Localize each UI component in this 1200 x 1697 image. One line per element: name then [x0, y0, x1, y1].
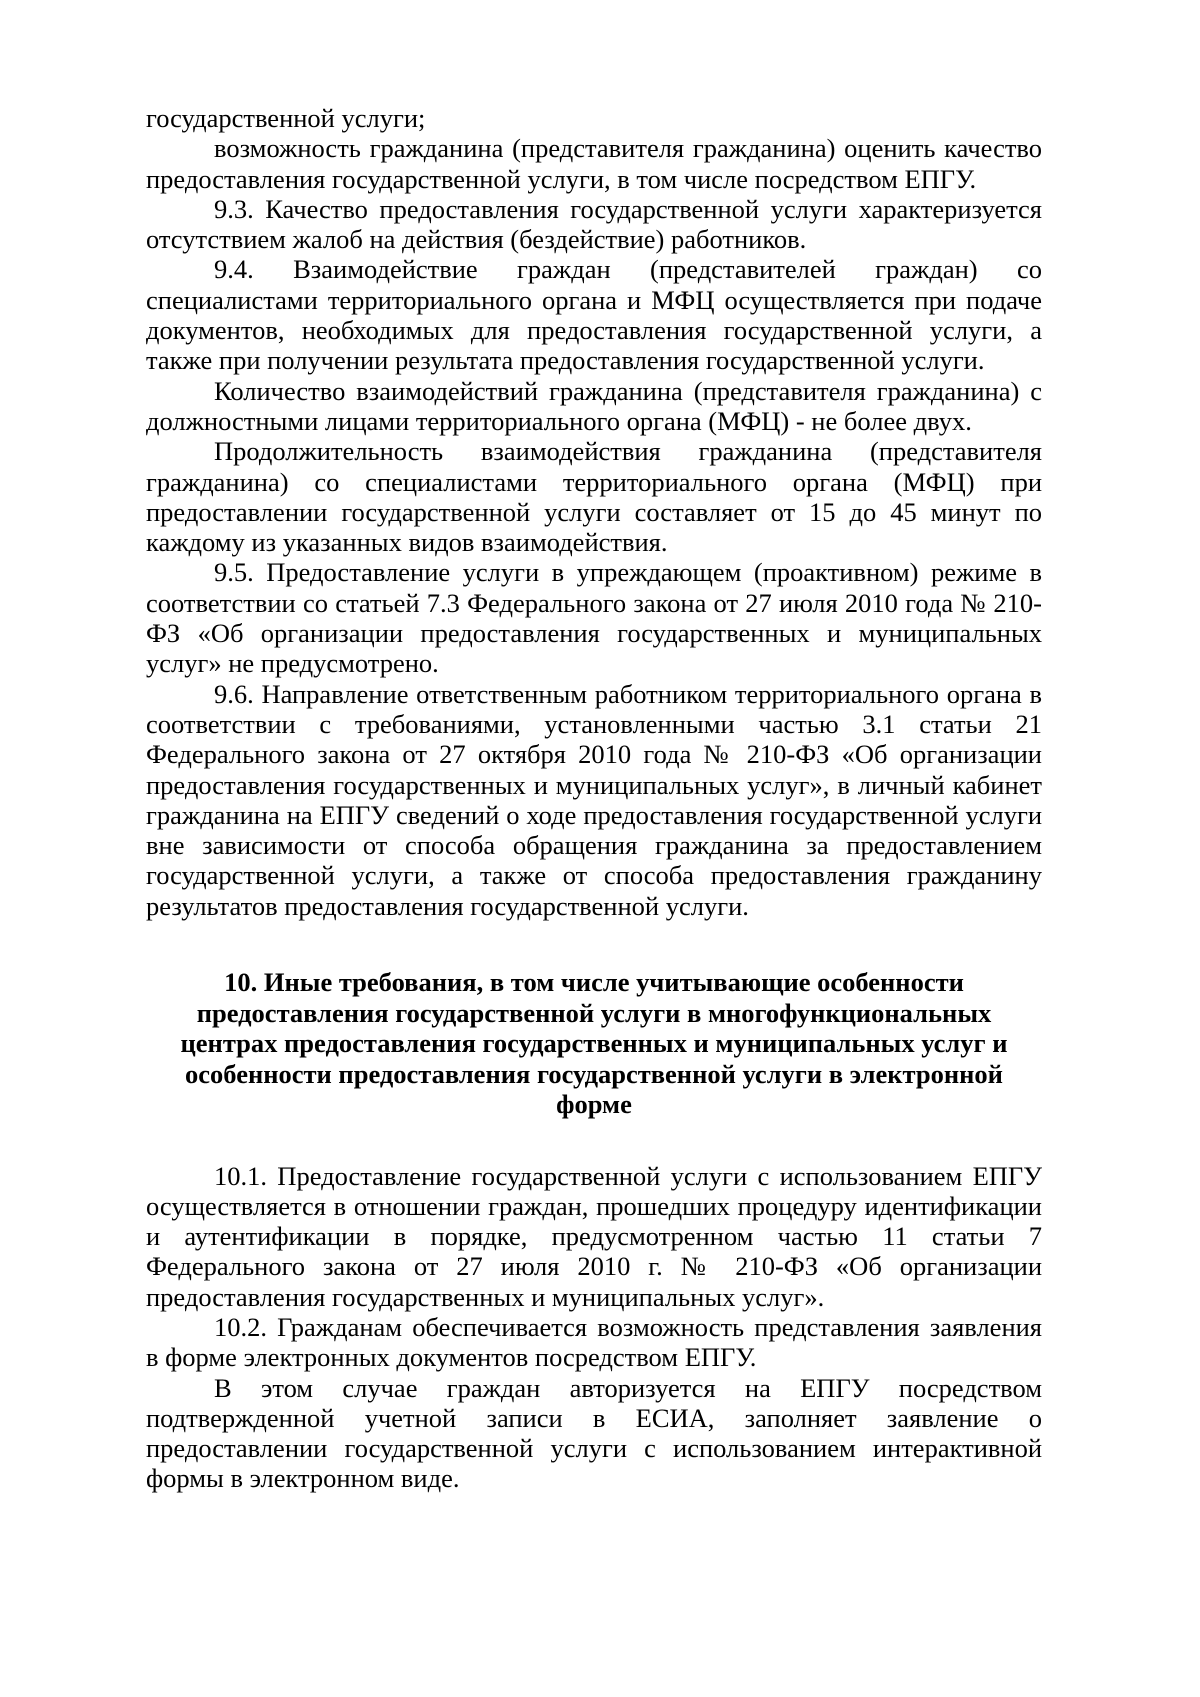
paragraph-interaction-duration: Продолжительность взаимодействия гражданина (представителя гражданина) со специалистами территориального органа (МФЦ) при предоставлении государственной услуги составляет от 15 до 45 минут по каждому из указанных видов взаимодействия.: [146, 436, 1042, 558]
paragraph-9-4: 9.4. Взаимодействие граждан (представителей граждан) со специалистами территориального органа и МФЦ осуществляется при подаче документов, необходимых для предоставления государственной услуги, а также при получении результата предоставления государственной услуги.: [146, 254, 1042, 376]
paragraph-interaction-count: Количество взаимодействий гражданина (представителя гражданина) с должностными лицами территориального органа (МФЦ) - не более двух.: [146, 375, 1042, 436]
paragraph-10-1: 10.1. Предоставление государственной услуги с использованием ЕПГУ осуществляется в отношении граждан, прошедших процедуру идентификации и аутентификации в порядке, предусмотренном частью 11 статьи 7 Федерального закона от 27 июля 2010 г. № 210-ФЗ «Об организации предоставления государственных и муниципальных услуг».: [146, 1160, 1042, 1312]
paragraph-9-6: 9.6. Направление ответственным работником территориального органа в соответствии с требованиями, установленными частью 3.1 статьи 21 Федерального закона от 27 октября 2010 года № 210-ФЗ «Об организации предоставления государственных и муниципальных услуг», в личный кабинет гражданина на ЕПГУ сведений о ходе предоставления государственной услуги вне зависимости от способа обращения гражданина за предоставлением государственной услуги, а также от способа предоставления гражданину результатов предоставления государственной услуги.: [146, 678, 1042, 921]
paragraph-10-2: 10.2. Гражданам обеспечивается возможность представления заявления в форме электронных документов посредством ЕПГУ.: [146, 1312, 1042, 1373]
paragraph-quality-assessment: возможность гражданина (представителя гражданина) оценить качество предоставления государственной услуги, в том числе посредством ЕПГУ.: [146, 133, 1042, 194]
paragraph-9-3: 9.3. Качество предоставления государственной услуги характеризуется отсутствием жалоб на действия (бездействие) работников.: [146, 193, 1042, 255]
paragraph-esia-authorization: В этом случае граждан авторизуется на ЕПГУ посредством подтвержденной учетной записи в ЕСИА, заполняет заявление о предоставлении государственной услуги с использованием интерактивной формы в электронном виде.: [146, 1372, 1042, 1494]
document-page: [146, 103, 1042, 1494]
section-heading-10: 10. Иные требования, в том числе учитывающие особенности предоставления государственной услуги в многофункциональных центрах предоставления государственных и муниципальных услуг и особенности предоставления государственной услуги в электронной форме: [180, 967, 1008, 1120]
paragraph-continuation: государственной услуги;: [146, 103, 426, 133]
paragraph-9-5: 9.5. Предоставление услуги в упреждающем (проактивном) режиме в соответствии со статьей 7.3 Федерального закона от 27 июля 2010 года № 210-ФЗ «Об организации предоставления государственных и муниципальных услуг» не предусмотрено.: [146, 557, 1042, 679]
